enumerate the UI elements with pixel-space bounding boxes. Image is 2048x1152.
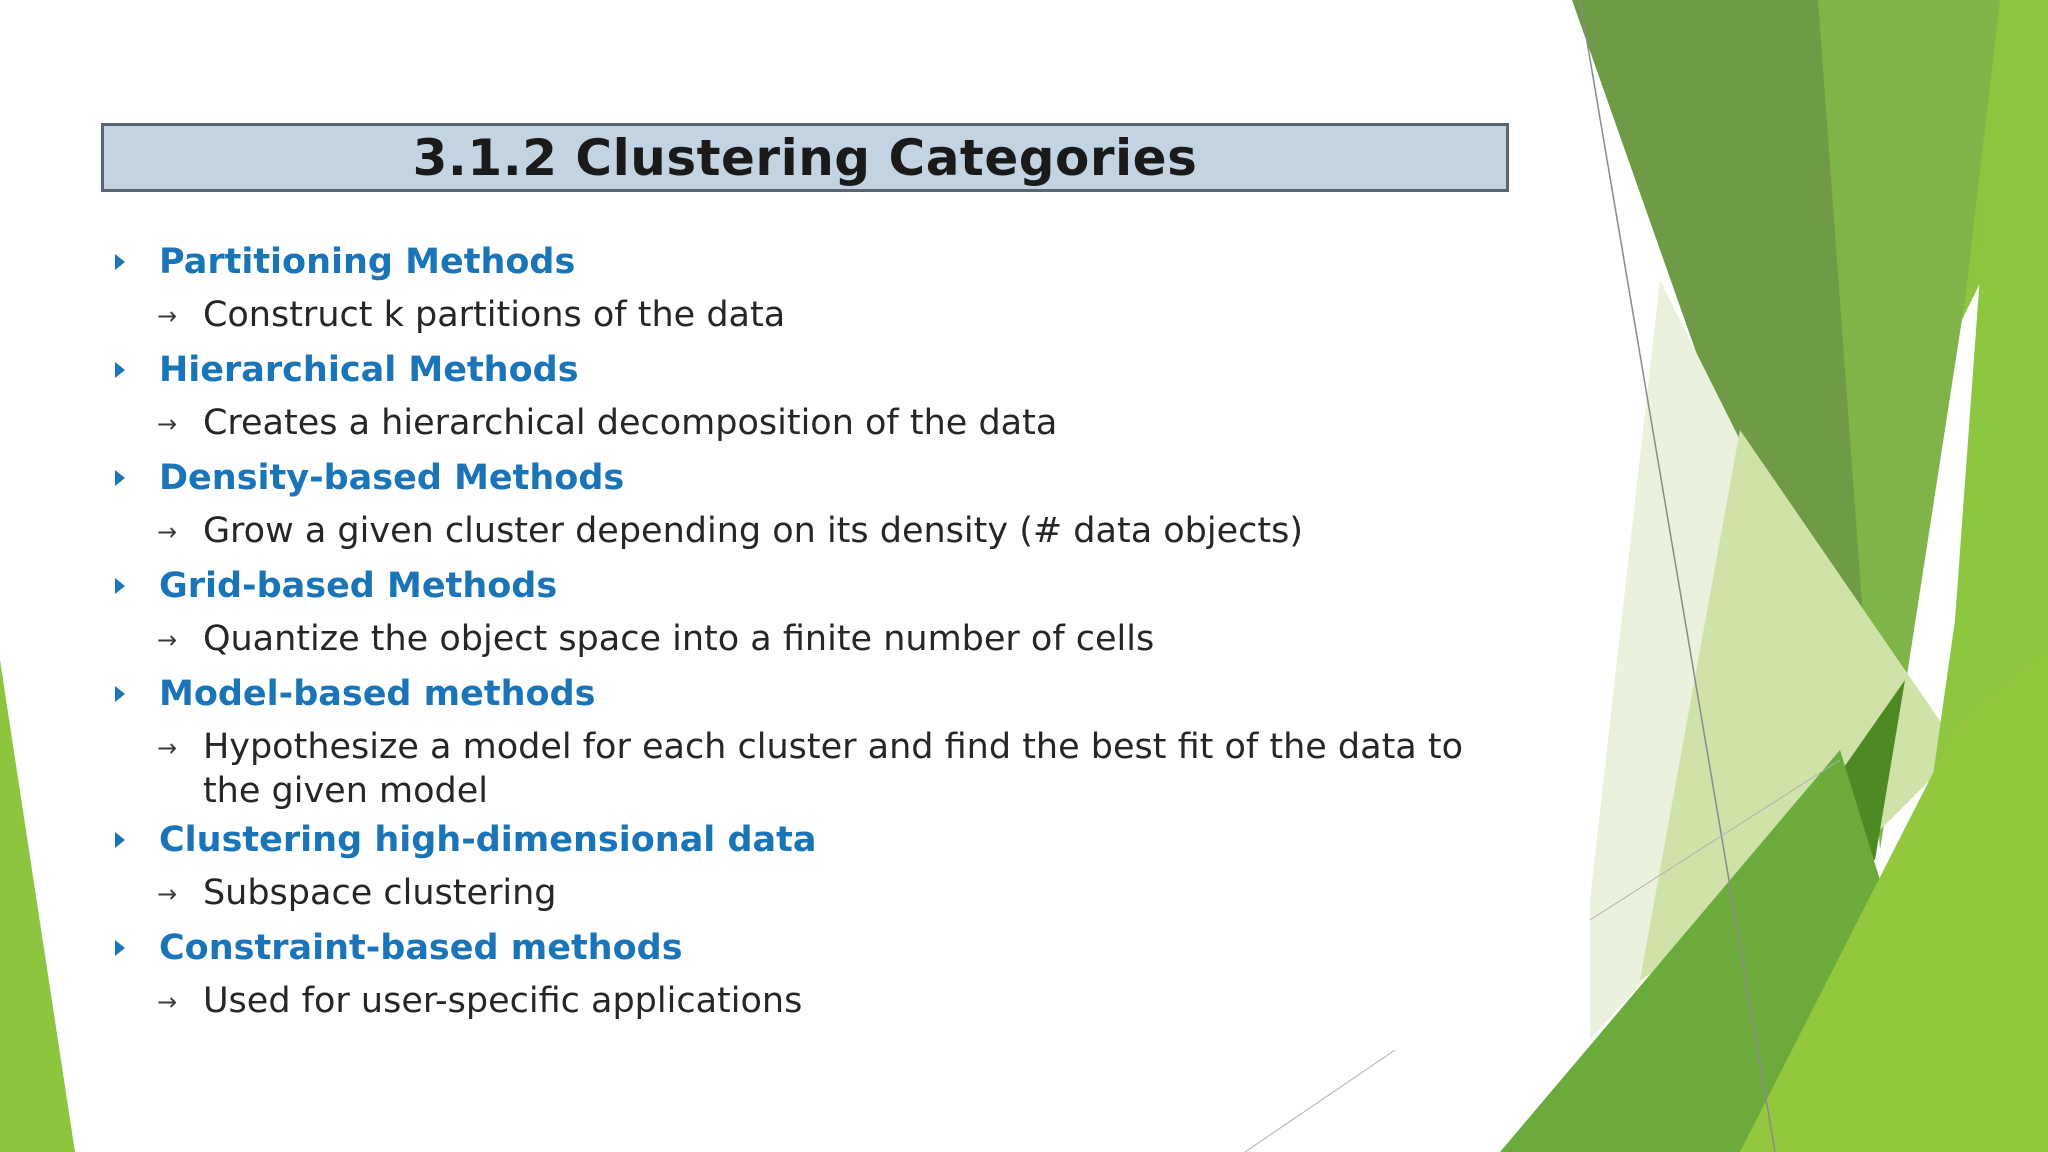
item-detail-row <box>101 721 1531 813</box>
item-heading-row <box>101 451 1531 505</box>
item-heading-row <box>101 235 1531 289</box>
item-detail: Quantize the object space into a finite number of cells <box>202 619 1155 659</box>
slide-title: 3.1.2 Clustering Categories <box>412 128 1198 187</box>
item-detail: Construct k partitions of the data <box>202 295 786 335</box>
item-heading-row <box>101 813 1531 867</box>
triangle-right-icon <box>115 578 125 594</box>
item-detail: Used for user-specific applications <box>202 981 803 1021</box>
item-detail-row <box>101 397 1531 451</box>
item-heading: Constraint-based methods <box>159 928 683 968</box>
triangle-right-icon <box>115 940 125 956</box>
item-detail-row <box>101 613 1531 667</box>
triangle-right-icon <box>115 832 125 848</box>
item-heading: Partitioning Methods <box>159 242 576 282</box>
list-item <box>101 667 1531 813</box>
item-heading: Density-based Methods <box>159 458 625 498</box>
item-detail: Creates a hierarchical decomposition of the data <box>202 403 1058 443</box>
list-item <box>101 235 1531 343</box>
arrow-right-icon: → <box>157 518 178 546</box>
item-detail-row <box>101 975 1531 1029</box>
arrow-right-icon: → <box>157 988 178 1016</box>
item-heading-row <box>101 667 1531 721</box>
item-detail: Hypothesize a model for each cluster and find the best fit of the data to the given model <box>202 727 1464 811</box>
triangle-right-icon <box>115 686 125 702</box>
triangle-right-icon <box>115 470 125 486</box>
list-item <box>101 343 1531 451</box>
thin-line-3 <box>1245 1050 1395 1152</box>
item-heading-row <box>101 921 1531 975</box>
item-heading: Clustering high-dimensional data <box>159 820 817 860</box>
list-item <box>101 451 1531 559</box>
item-detail-row <box>101 289 1531 343</box>
item-detail: Grow a given cluster depending on its density (# data objects) <box>202 511 1304 551</box>
item-heading-row <box>101 559 1531 613</box>
bullet-list <box>101 235 1531 1029</box>
list-item <box>101 921 1531 1029</box>
item-heading: Hierarchical Methods <box>159 350 579 390</box>
triangle-right-icon <box>115 362 125 378</box>
item-heading: Grid-based Methods <box>159 566 558 606</box>
item-heading: Model-based methods <box>159 674 596 714</box>
item-detail: Subspace clustering <box>202 873 557 913</box>
arrow-right-icon: → <box>157 880 178 908</box>
left-green-shard <box>0 660 75 1152</box>
title-box <box>101 123 1509 192</box>
arrow-right-icon: → <box>157 734 178 762</box>
item-heading-row <box>101 343 1531 397</box>
item-detail-row <box>101 867 1531 921</box>
item-detail-row <box>101 505 1531 559</box>
arrow-right-icon: → <box>157 302 178 330</box>
triangle-right-icon <box>115 254 125 270</box>
arrow-right-icon: → <box>157 626 178 654</box>
list-item <box>101 559 1531 667</box>
arrow-right-icon: → <box>157 410 178 438</box>
list-item <box>101 813 1531 921</box>
